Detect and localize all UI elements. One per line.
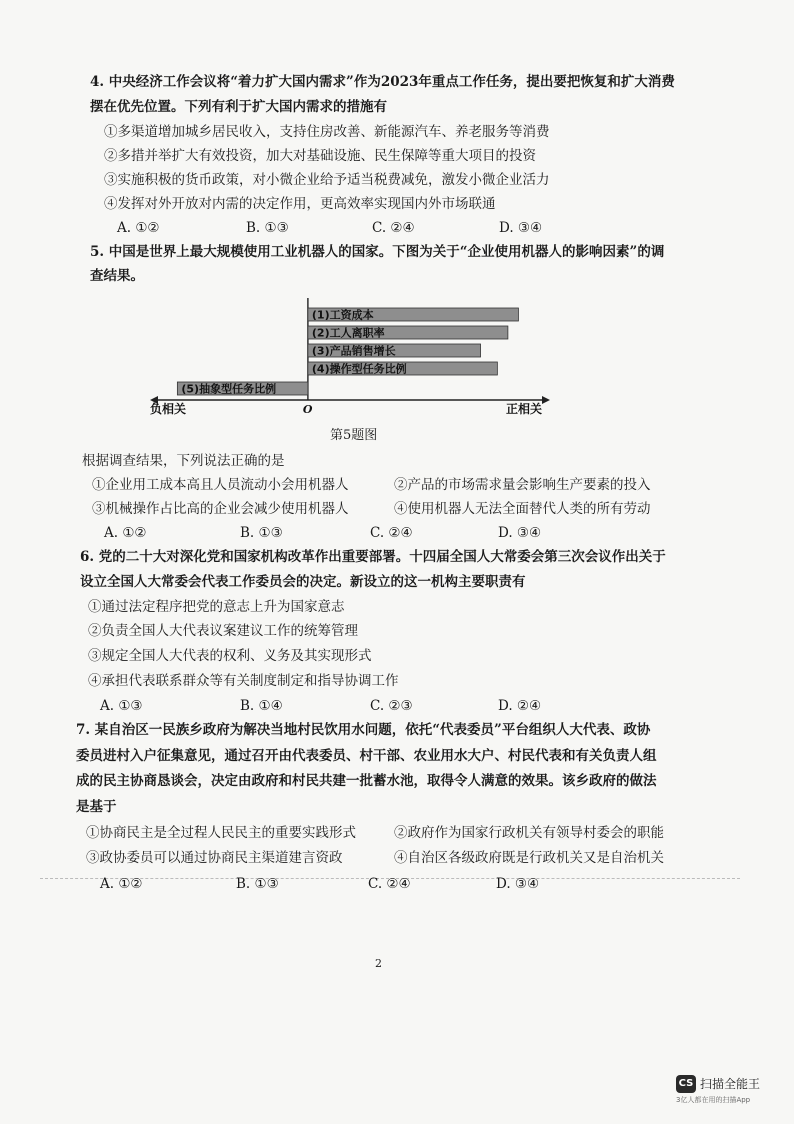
chart-origin-label: O [302, 403, 313, 416]
q4-option-d: D. ③④ [499, 220, 543, 236]
q7-item-4: ④自治区各级政府既是行政机关又是自治机关 [394, 850, 664, 866]
q5-item-2: ②产品的市场需求量会影响生产要素的投入 [394, 477, 651, 493]
q6-item-2: ②负责全国人大代表议案建议工作的统筹管理 [88, 623, 358, 639]
q7-item-1: ①协商民主是全过程人民民主的重要实践形式 [86, 825, 356, 841]
q7-stem-line1: 7. 某自治区一民族乡政府为解决当地村民饮用水问题，依托“代表委员”平台组织人大代表、政协 [76, 722, 651, 738]
q7-option-c: C. ②④ [368, 876, 411, 892]
q5-option-b: B. ①③ [240, 525, 283, 541]
q4-item-4: ④发挥对外开放对内需的决定作用，更高效率实现国内外市场联通 [104, 196, 496, 212]
q4-stem-line2: 摆在优先位置。下列有利于扩大国内需求的措施有 [90, 99, 387, 115]
q4-item-2: ②多措并举扩大有效投资，加大对基础设施、民生保障等重大项目的投资 [104, 148, 536, 164]
q4-item-1: ①多渠道增加城乡居民收入，支持住房改善、新能源汽车、养老服务等消费 [104, 124, 550, 140]
chart-label-negative: 负相关 [150, 402, 187, 416]
q6-stem-line1: 6. 党的二十大对深化党和国家机构改革作出重要部署。十四届全国人大常委会第三次会议作出关于 [80, 549, 666, 565]
q7-option-b: B. ①③ [236, 876, 279, 892]
q6-option-d: D. ②④ [498, 698, 542, 714]
chart-bar-label-4: (4)操作型任务比例 [311, 362, 407, 376]
q4-stem-line1: 4. 中央经济工作会议将“着力扩大国内需求”作为2023年重点工作任务，提出要把恢复和扩大消费 [90, 74, 675, 90]
q5-option-a: A. ①② [104, 525, 147, 541]
q5-item-4: ④使用机器人无法全面替代人类的所有劳动 [394, 501, 651, 517]
scanner-watermark [676, 1075, 776, 1111]
q4-option-c: C. ②④ [372, 220, 415, 236]
scanner-tagline: 3亿人都在用的扫描App [676, 1096, 751, 1104]
q6-option-a: A. ①③ [100, 698, 143, 714]
q7-stem-line4: 是基于 [76, 799, 117, 815]
page-number: 2 [375, 957, 382, 970]
chart-arrow-right [542, 396, 550, 404]
q5-item-1: ①企业用工成本高且人员流动小会用机器人 [92, 477, 349, 493]
chart-label-positive: 正相关 [506, 402, 543, 416]
q7-stem-line3: 成的民主协商恳谈会，决定由政府和村民共建一批蓄水池，取得令人满意的效果。该乡政府的做法 [76, 773, 657, 789]
q5-stem-line1: 5. 中国是世界上最大规模使用工业机器人的国家。下图为关于“企业使用机器人的影响因素”的调 [90, 244, 665, 260]
q5-stem-line2: 查结果。 [90, 268, 144, 284]
chart-bar-label-2: (2)工人离职率 [311, 326, 385, 340]
chart-bar-label-3: (3)产品销售增长 [311, 344, 396, 358]
chart-bar-label-5: (5)抽象型任务比例 [181, 382, 277, 396]
q6-option-b: B. ①④ [240, 698, 283, 714]
robot-factors-bar-chart [140, 296, 560, 416]
scanner-app-name: 扫描全能王 [700, 1077, 761, 1091]
q4-option-b: B. ①③ [246, 220, 289, 236]
q7-item-2: ②政府作为国家行政机关有领导村委会的职能 [394, 825, 664, 841]
q6-item-3: ③规定全国人大代表的权利、义务及其实现形式 [88, 648, 372, 664]
q6-item-1: ①通过法定程序把党的意志上升为国家意志 [88, 599, 345, 615]
q7-item-3: ③政协委员可以通过协商民主渠道建言资政 [86, 850, 343, 866]
q6-stem-line2: 设立全国人大常委会代表工作委员会的决定。新设立的这一机构主要职责有 [80, 574, 526, 590]
q7-option-a: A. ①② [100, 876, 143, 892]
q7-stem-line2: 委员进村入户征集意见，通过召开由代表委员、村干部、农业用水大户、村民代表和有关负责人组 [76, 748, 657, 764]
q5-question: 根据调查结果，下列说法正确的是 [82, 453, 285, 469]
q4-option-a: A. ①② [117, 220, 160, 236]
q5-item-3: ③机械操作占比高的企业会减少使用机器人 [92, 501, 349, 517]
chart-bar-label-1: (1)工资成本 [311, 308, 374, 322]
q5-option-d: D. ③④ [498, 525, 542, 541]
scanner-logo-icon: CS [676, 1075, 696, 1093]
q4-item-3: ③实施积极的货币政策，对小微企业给予适当税费减免，激发小微企业活力 [104, 172, 550, 188]
q5-option-c: C. ②④ [370, 525, 413, 541]
q6-item-4: ④承担代表联系群众等有关制度制定和指导协调工作 [88, 673, 399, 689]
q7-option-d: D. ③④ [496, 876, 540, 892]
q6-option-c: C. ②③ [370, 698, 413, 714]
q5-figure-caption: 第5题图 [330, 428, 378, 443]
